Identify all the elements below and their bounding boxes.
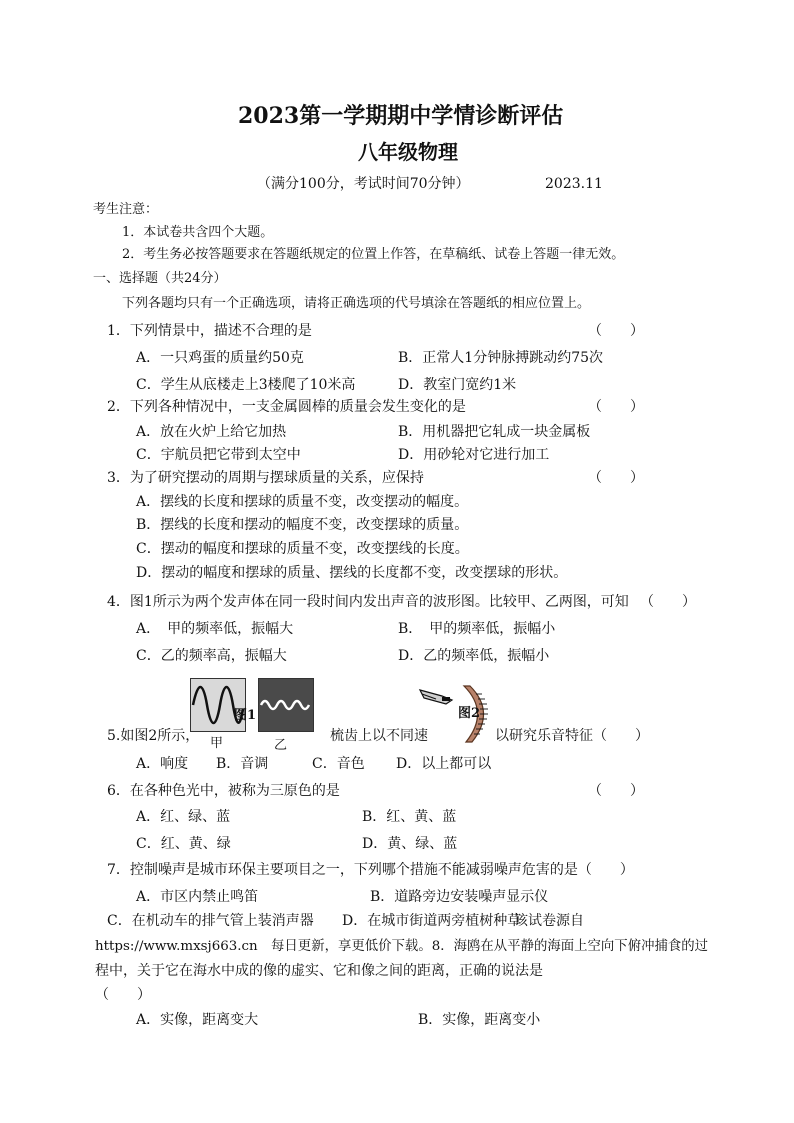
figure1-label: 图1: [234, 708, 257, 723]
q1-option-c: C．学生从底楼走上3楼爬了10米高: [136, 377, 356, 393]
q4-option-c: C．乙的频率高，振幅大: [136, 648, 287, 664]
q2-option-c: C．宇航员把它带到太空中: [136, 447, 301, 463]
q8-line-1: https://www.mxsj663.cn 每日更新，享更低价下载。8．海鸥在从平静的海面上空向下俯冲捕食的过: [95, 939, 709, 954]
q6-stem: 6．在各种色光中，被称为三原色的是: [107, 783, 340, 799]
q1-answer-paren: （ ）: [588, 323, 644, 339]
q6-option-d: D．黄、绿、蓝: [362, 836, 458, 852]
q7-stem: 7．控制噪声是城市环保主要项目之一，下列哪个措施不能减弱噪声危害的是（ ）: [107, 862, 634, 878]
q4-answer-paren: （ ）: [640, 594, 696, 610]
q5-option-b: B．音调: [216, 756, 269, 772]
q1-option-d: D．教室门宽约1米: [398, 377, 517, 393]
figure2-label: 图2: [458, 706, 481, 721]
q5-option-d: D．以上都可以: [396, 756, 492, 772]
q5-stem-middle: 梳齿上以不同速: [330, 728, 428, 744]
q6-option-a: A．红、绿、蓝: [136, 809, 231, 825]
q3-stem: 3．为了研究摆动的周期与摆球质量的关系，应保持: [107, 470, 424, 486]
notice-heading: 考生注意：: [93, 202, 159, 217]
exam-title: 2023第一学期期中学情诊断评估: [238, 103, 564, 129]
q7-option-c: C．在机动车的排气管上装消声器: [107, 913, 314, 929]
q8-answer-paren: （ ）: [95, 987, 151, 1003]
q5-stem-left: 5.如图2所示，: [107, 728, 200, 744]
q7-option-b: B．道路旁边安装噪声显示仪: [370, 889, 549, 905]
exam-subtitle: 八年级物理: [358, 140, 458, 164]
q6-option-c: C．红、黄、绿: [136, 836, 231, 852]
q3-option-b: B．摆线的长度和摆动的幅度不变，改变摆球的质量。: [136, 517, 469, 533]
figure1-jia-label: 甲: [210, 736, 224, 751]
q3-answer-paren: （ ）: [588, 470, 644, 486]
q2-option-d: D．用砂轮对它进行加工: [398, 447, 550, 463]
q4-option-b: B． 甲的频率低，振幅小: [398, 621, 556, 637]
q1-option-a: A．一只鸡蛋的质量约50克: [136, 350, 304, 366]
exam-info: （满分100分，考试时间70分钟）: [257, 176, 470, 192]
q2-option-b: B．用机器把它轧成一块金属板: [398, 424, 591, 440]
q7-option-d: D．在城市街道两旁植树种草: [342, 913, 522, 929]
q4-option-d: D．乙的频率低，振幅小: [398, 648, 550, 664]
q4-stem: 4．图1所示为两个发声体在同一段时间内发出声音的波形图。比较甲、乙两图，可知: [107, 594, 629, 610]
q7-option-a: A．市区内禁止鸣笛: [136, 889, 259, 905]
q1-stem: 1．下列情景中，描述不合理的是: [107, 323, 312, 339]
q3-option-c: C．摆动的幅度和摆球的质量不变，改变摆线的长度。: [136, 541, 469, 557]
q8-option-b: B．实像，距离变小: [418, 1012, 541, 1028]
q3-option-d: D．摆动的幅度和摆球的质量、摆线的长度都不变，改变摆球的形状。: [136, 565, 568, 581]
figure1-yi-label: 乙: [274, 738, 288, 753]
notice-item-2: 2．考生务必按答题要求在答题纸规定的位置上作答，在草稿纸、试卷上答题一律无效。: [122, 247, 625, 262]
q6-option-b: B．红、黄、蓝: [362, 809, 457, 825]
section-instruction: 下列各题均只有一个正确选项，请将正确选项的代号填涂在答题纸的相应位置上。: [122, 296, 591, 311]
q2-option-a: A．放在火炉上给它加热: [136, 424, 287, 440]
q8-option-a: A．实像，距离变大: [136, 1012, 259, 1028]
watermark-text: 该试卷源自: [514, 913, 584, 929]
q4-option-a: A． 甲的频率低，振幅大: [136, 621, 294, 637]
q2-stem: 2．下列各种情况中，一支金属圆棒的质量会发生变化的是: [107, 399, 466, 415]
q5-option-a: A．响度: [136, 756, 189, 772]
q1-option-b: B．正常人1分钟脉搏跳动约75次: [398, 350, 604, 366]
q5-stem-right: 以研究乐音特征（ ）: [495, 728, 649, 744]
q5-option-c: C．音色: [312, 756, 365, 772]
section-heading: 一、选择题（共24分）: [93, 271, 227, 286]
waveform-yi-image: [258, 678, 314, 732]
q2-answer-paren: （ ）: [588, 399, 644, 415]
exam-date: 2023.11: [545, 176, 603, 192]
q3-option-a: A．摆线的长度和摆球的质量不变，改变摆动的幅度。: [136, 494, 469, 510]
q8-line-2: 程中，关于它在海水中成的像的虚实、它和像之间的距离，正确的说法是: [95, 963, 543, 979]
q6-answer-paren: （ ）: [588, 783, 644, 799]
notice-item-1: 1．本试卷共含四个大题。: [122, 225, 274, 240]
